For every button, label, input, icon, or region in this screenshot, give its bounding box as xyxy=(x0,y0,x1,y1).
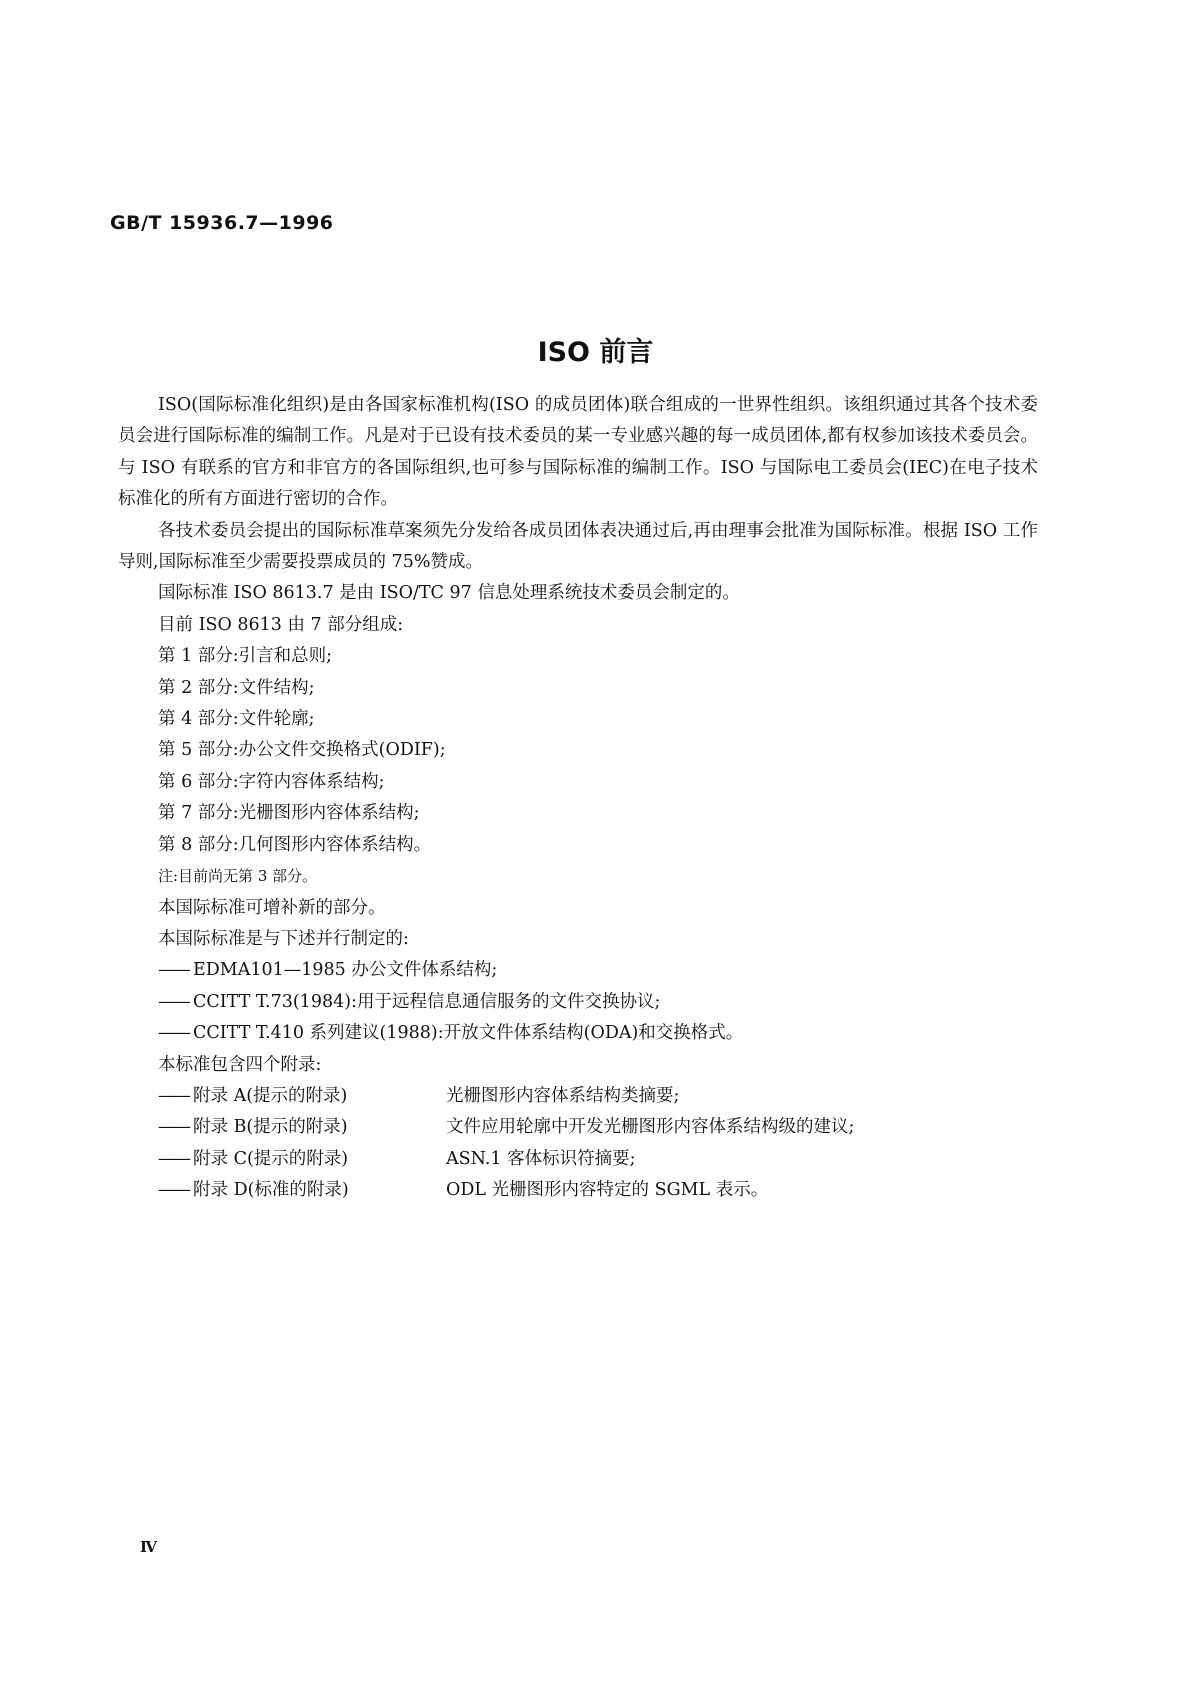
composed-of-line: 目前 ISO 8613 由 7 部分组成: xyxy=(158,614,404,635)
annex-label: 附录 C(提示的附录) xyxy=(193,1148,349,1169)
dash-mark: —— xyxy=(158,991,189,1012)
annex-label: 附录 B(提示的附录) xyxy=(193,1117,348,1138)
parallel-standard-item xyxy=(118,955,1038,986)
dash-mark: —— xyxy=(158,1085,189,1106)
annex-description: ODL 光栅图形内容特定的 SGML 表示。 xyxy=(446,1180,769,1201)
annex-intro-line: 本标准包含四个附录: xyxy=(158,1054,322,1075)
parallel-standard-text: CCITT T.73(1984):用于远程信息通信服务的文件交换协议; xyxy=(193,991,661,1012)
page-number: Ⅳ xyxy=(140,1538,158,1556)
annex-description: 文件应用轮廓中开发光栅图形内容体系结构级的建议; xyxy=(446,1117,855,1138)
dash-mark: —— xyxy=(158,1117,189,1138)
dash-mark: —— xyxy=(158,1148,189,1169)
page-title: ISO 前言 xyxy=(537,337,654,368)
part-item: 第 6 部分:字符内容体系结构; xyxy=(158,771,385,792)
prepared-by-line: 国际标准 ISO 8613.7 是由 ISO/TC 97 信息处理系统技术委员会制定的。 xyxy=(158,583,740,604)
parallel-standard-item xyxy=(118,987,1038,1018)
parallel-standard-text: CCITT T.410 系列建议(1988):开放文件体系结构(ODA)和交换格式。 xyxy=(193,1023,744,1044)
dash-mark: —— xyxy=(158,1180,189,1201)
annex-label: 附录 A(提示的附录) xyxy=(193,1085,348,1106)
part-item: 第 7 部分:光栅图形内容体系结构; xyxy=(158,803,420,824)
annex-description: ASN.1 客体标识符摘要; xyxy=(446,1148,636,1169)
supplement-line: 本国际标准可增补新的部分。 xyxy=(158,897,386,918)
paragraph-approval: 各技术委员会提出的国际标准草案须先分发给各成员团体表决通过后,再由理事会批准为国际标准。根据 ISO 工作导则,国际标准至少需要投票成员的 75%赞成。 xyxy=(118,520,1038,573)
parallel-standard-text: EDMA101—1985 办公文件体系结构; xyxy=(193,960,498,981)
part-item: 第 4 部分:文件轮廓; xyxy=(158,709,315,730)
part-item: 第 2 部分:文件结构; xyxy=(158,677,315,698)
part-item: 第 1 部分:引言和总则; xyxy=(158,646,333,667)
annex-item xyxy=(118,1112,1038,1143)
dash-mark: —— xyxy=(158,1023,189,1044)
annex-description: 光栅图形内容体系结构类摘要; xyxy=(446,1085,680,1106)
paragraph-iso-intro: ISO(国际标准化组织)是由各国家标准机构(ISO 的成员团体)联合组成的一世界性组织。该组织通过其各个技术委员会进行国际标准的编制工作。凡是对于已设有技术委员的某一专业感兴趣的每一成员团体,都有权参加该技术委员会。与 ISO 有联系的官方和非官方的各国际组织,也可参与国际标准的编制工作。ISO 与国际电工委员会(IEC)在电子技术标准化的所有方面进行密切的合作。 xyxy=(118,395,1038,510)
parallel-intro-line: 本国际标准是与下述并行制定的: xyxy=(158,928,409,949)
parallel-standard-item xyxy=(118,1018,1038,1049)
body-text xyxy=(118,390,1038,1207)
annex-item xyxy=(118,1175,1038,1206)
standard-code: GB/T 15936.7—1996 xyxy=(110,212,334,234)
part-item: 第 5 部分:办公文件交换格式(ODIF); xyxy=(158,740,446,761)
note-line: 注:目前尚无第 3 部分。 xyxy=(158,867,318,886)
annex-item xyxy=(118,1081,1038,1112)
dash-mark: —— xyxy=(158,960,189,981)
part-item: 第 8 部分:几何图形内容体系结构。 xyxy=(158,834,432,855)
annex-label: 附录 D(标准的附录) xyxy=(193,1180,349,1201)
annex-item xyxy=(118,1144,1038,1175)
